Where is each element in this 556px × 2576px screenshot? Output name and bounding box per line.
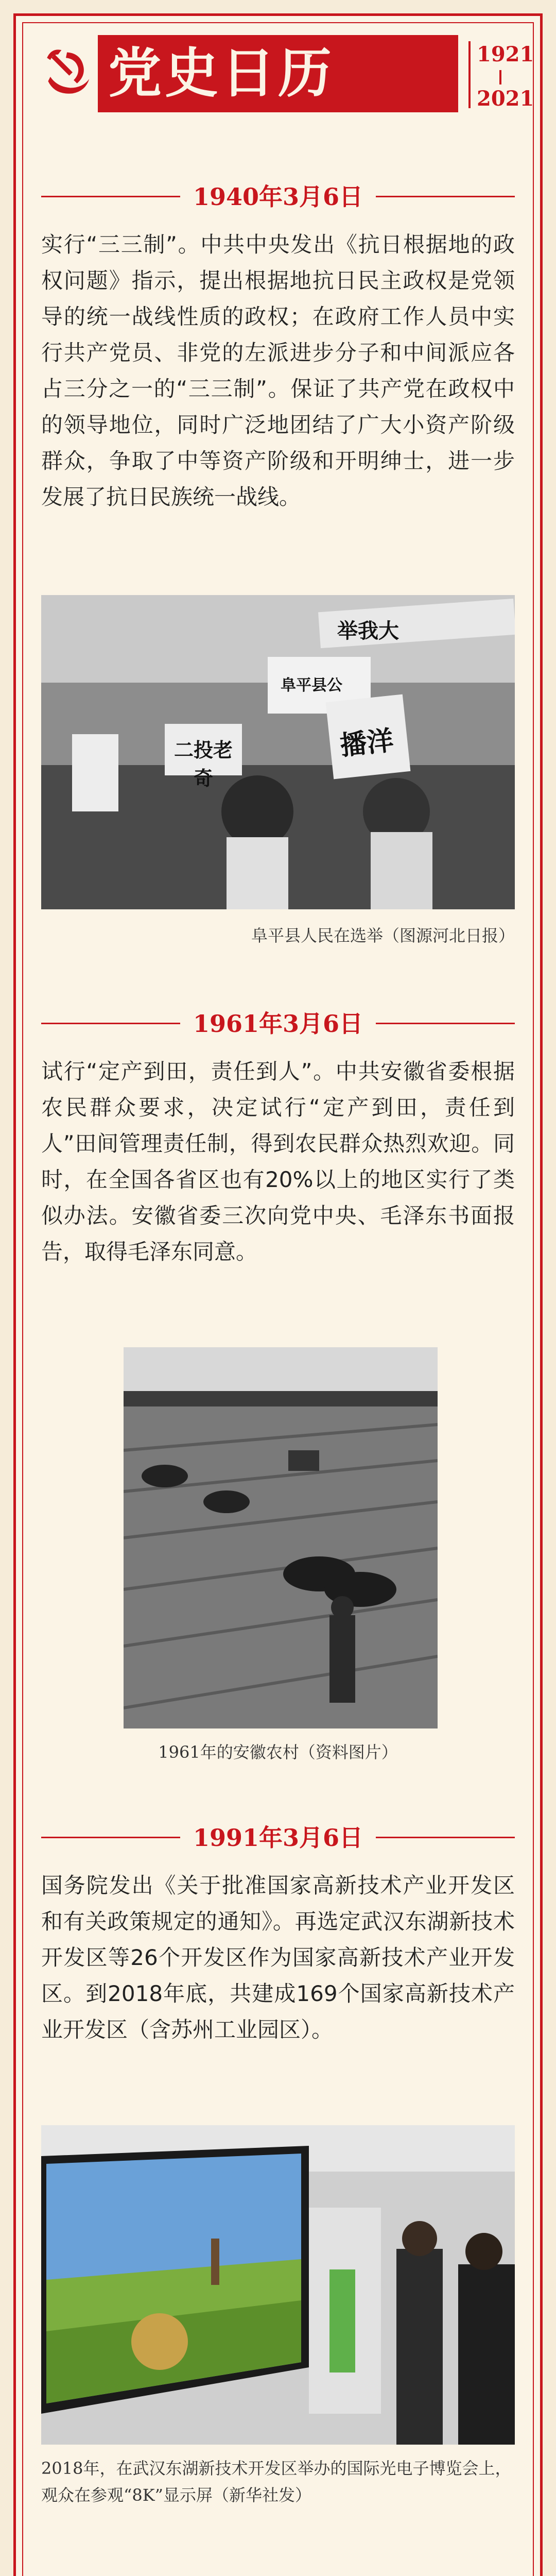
year-start: 1921: [477, 42, 534, 66]
photo-sign: 二投老奇: [173, 738, 233, 790]
entry-text: 国务院发出《关于批准国家高新技术产业开发区和有关政策规定的通知》。再选定武汉东湖新技术开发区等26个开发区作为国家高新技术产业开发区。到2018年底，共建成169个国家高新技术产业开发区（含苏州工业园区）。: [41, 1873, 515, 2042]
photo-caption: 阜平县人民在选举（图源河北日报）: [251, 926, 515, 945]
party-emblem-icon: [38, 42, 94, 98]
entry-date: 1961年3月6日: [193, 1010, 363, 1038]
photo-sign: 举我大: [337, 619, 399, 643]
entry-date-banner: [41, 1816, 515, 1859]
election-photo: [41, 595, 515, 909]
year-divider: [468, 41, 471, 108]
entry-date: 1940年3月6日: [193, 183, 363, 211]
farmland-photo: [124, 1347, 438, 1728]
header: [21, 21, 535, 129]
photo-sign: 播洋: [338, 724, 395, 762]
year-separator: [499, 70, 501, 84]
entry-date: 1991年3月6日: [193, 1824, 363, 1852]
photo-sign: 阜平县公: [281, 676, 342, 694]
photo-caption: 2018年，在武汉东湖新技术开发区举办的国际光电子博览会上，观众在参观“8K”显示屏（新华社发）: [41, 2459, 512, 2505]
entry-text: 试行“定产到田，责任到人”。中共安徽省委根据农民群众要求，决定试行“定产到田，责任到人”田间管理责任制，得到农民群众热烈欢迎。同时，在全国各省区也有20%以上的地区实行了类似办法。安徽省委三次向党中央、毛泽东书面报告，取得毛泽东同意。: [41, 1059, 515, 1264]
expo-photo: [41, 2125, 515, 2445]
entry-date-banner: [41, 175, 515, 218]
photo-caption: 1961年的安徽农村（资料图片）: [158, 1742, 398, 1762]
year-end: 2021: [477, 87, 534, 111]
entry-text: 实行“三三制”。中共中央发出《抗日根据地的政权问题》指示，提出根据地抗日民主政权是党领导的统一战线性质的政权；在政府工作人员中实行共产党员、非党的左派进步分子和中间派应各占三分之一的“三三制”。保证了共产党在政权中的领导地位，同时广泛地团结了广大小资产阶级群众，争取了中等资产阶级和开明绅士，进一步发展了抗日民族统一战线。: [41, 232, 515, 510]
entry-date-banner: [41, 1002, 515, 1045]
page-title: 党史日历: [108, 41, 335, 105]
